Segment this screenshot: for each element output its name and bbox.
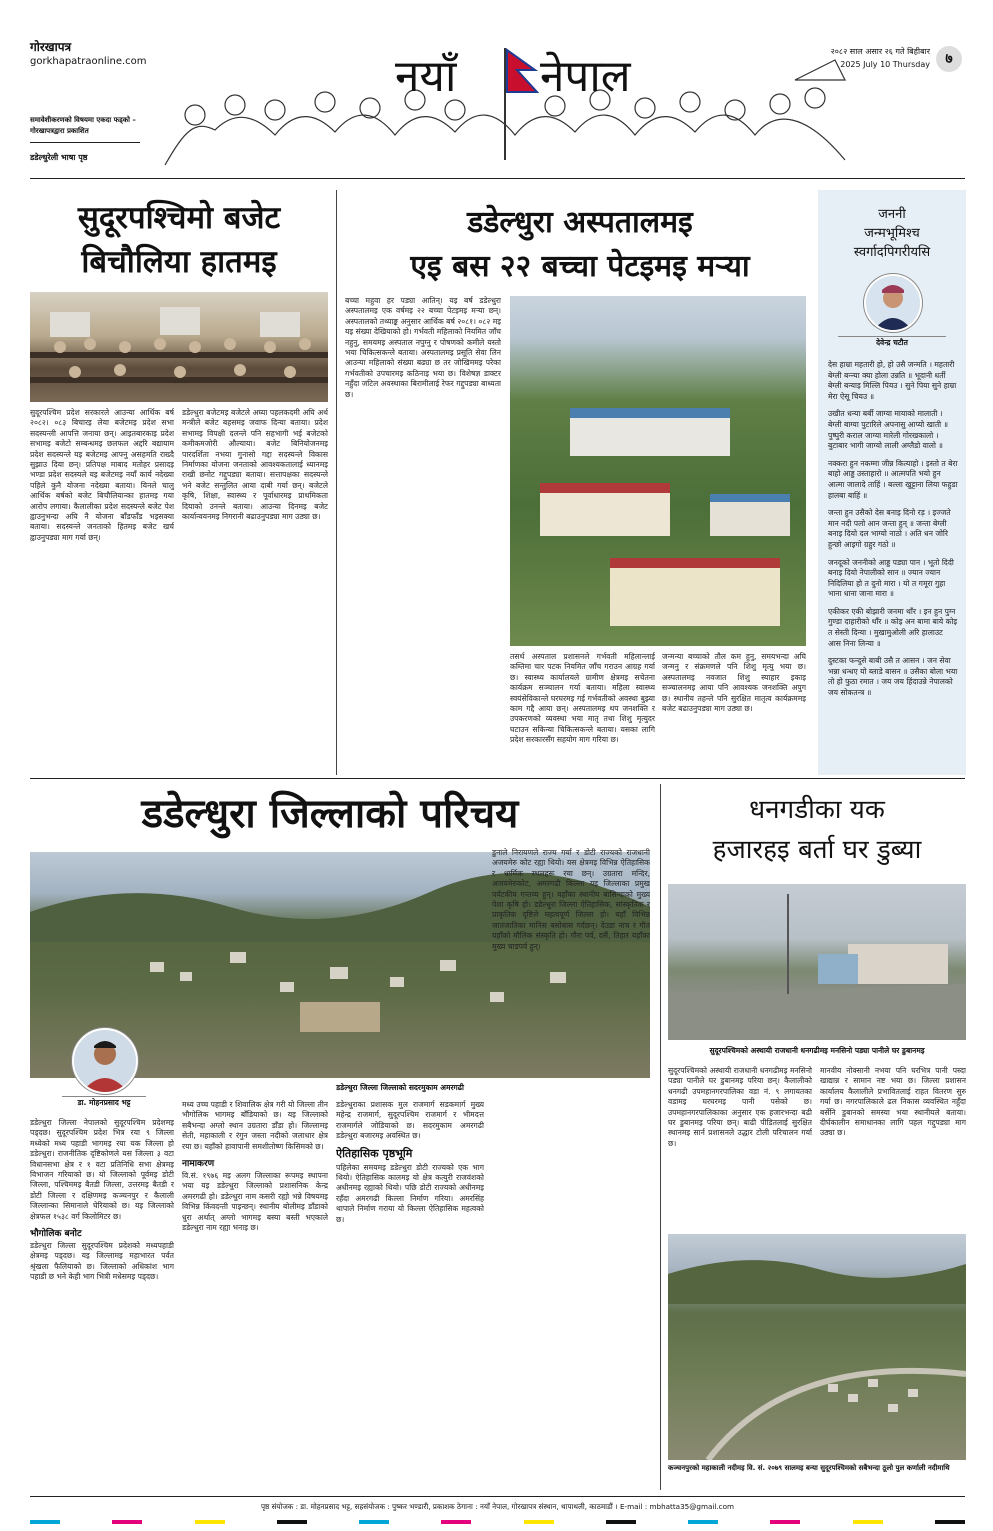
poem-author-rule — [838, 336, 946, 337]
footer-text: पृष्ठ संयोजक : डा. मोहनप्रसाद भट्ट, सहसंयोजक : पुष्कर भण्डारी, प्रकाशक ठेगाना : नयाँ नेपाल, गोरखापत्र संस्थान, थापाथली, काठमाडौं । E-mail : mbhatta35@gmail.com — [260, 1502, 735, 1511]
article3-col1-wrap — [30, 1118, 174, 1490]
article4-photo1 — [668, 884, 966, 1040]
nepal-flag-icon — [505, 48, 537, 160]
article3-col3-wrap — [336, 1100, 484, 1490]
article3-col1b: डडेल्धुरा जिल्ला सुदूरपश्चिम प्रदेशको मध्यपहाडी क्षेत्रमइ पड्दछ। यइ जिल्लामइ महाभारत पर्वत श्रृंखला फैलियाको छ। जिल्लाको अधिकांश भाग पहाडी छ भने केही भाग भित्री मधेसमइ पड्दछ। — [30, 1241, 174, 1282]
poem-author-avatar — [864, 274, 922, 332]
title-left: नयाँ — [395, 51, 457, 102]
paper-name: गोरखापत्र — [30, 40, 72, 54]
middle-rule — [30, 778, 965, 779]
article3-col3-subhead: ऐतिहासिक पृष्ठभूमि — [336, 1146, 413, 1160]
date-english: 2025 July 10 Thursday — [840, 60, 930, 69]
article4-col1: सुदूरपश्चिमको अस्थायी राजधानी धनगढीमइ मनसिनो पड्या पानीले घर डुबानमइ परिया छन्। कैलालीको धनगढी उपमहानगरपालिका वडा नं. ९ लगायतका वडामइ घरघरमइ पानी पसेको छ। उपमहानगरपालिकाका अनुसार एक हजारभन्दा बढी घर डुबानमइ परिया छन्। बाढी पीडितलाई सुरक्षित स्थानमइ सार्न प्रशासनले उद्धार टोली परिचालन गर्या छ। — [668, 1066, 812, 1148]
article2-col1: बच्चा महुवा हर पड्या आतिन्। यइ बर्ष डडेल्धुरा अस्पतालमइ एक वर्षमइ २२ बच्चा पेटइमइ मऱ्या छन्। अस्पतालको तथ्याङ्क अनुसार आर्थिक बर्ष २०८१। ०८२ मइ यइ संख्या देखियाको हो। गर्भवती महिलाको नियमित जाँच नहुनु, समयमइ अस्पताल नपुग्नु र पोषणको कमीले यस्तो भया चिकित्सकन्ले बताया। अस्पतालमइ प्रसूति सेवा लिन आउन्या महिलाको संख्या बढ्या छ तर जोखिममइ परेका गर्भवतीको उपचारमइ कठिनाइ भया छ। विशेषज्ञ डाक्टर नहुँदा जटिल अवस्थाका बिरामीलाई रेफर गद्दुपड्या बाध्यता छ। — [345, 296, 501, 399]
tagline-line1: समावेशीकरणको विषयमा एकदा फड्को – — [30, 116, 136, 124]
poem-stanza: देस हाम्रा महतारी हो, हो उसै जन्मति । महतारी बेग्ली बन्न्या क्या होला उन्नति ॥ भूदानी धर्ती बेग्ली बन्याइ मिल्लि पियउ । सुने पिया सुने हाम्रा मेरा ऐसू चियउ ॥ — [828, 360, 957, 401]
footer-rule — [30, 1496, 965, 1497]
page-label: डडेल्धुरेली भाषा पृष्ठ — [30, 153, 88, 162]
poem-stanza: जन्ता हुन उसैको देस बनाइ दिनो रड़ । इज्जते मान नदी पलो आन जन्ता हुन् ॥ जन्ता बेग्ली बनाइ दियो दल भाग्यो नाठो । अति धन जोरि हुन्छो आइगो ग्रहुर गठो ॥ — [828, 508, 951, 549]
tagline-line2: गोरखापत्रद्वारा प्रकाशित — [30, 127, 89, 135]
article3-col2-subhead: नामाकरण — [182, 1159, 215, 1170]
color-registration-bar — [30, 1520, 965, 1524]
masthead-rule — [30, 142, 140, 143]
article4-col2: मानवीय नोक्सानी नभया पनि घरभित्र पानी पस्दा खाद्यान्न र सामान नष्ट भया छ। जिल्ला प्रशासन कार्यालय कैलालीले प्रभावितलाई राहत वितरण सुरु गर्या छ। नगरपालिकाले ढल निकास व्यवस्थित नहुँदा बर्सेनि डुबानको समस्या भया स्थानीयले बताया। दीर्घकालीन समाधानका लागि पहल गद्दुपड्या माग उठ्या छ। — [820, 1066, 966, 1138]
masthead-bottom-rule — [30, 178, 965, 179]
article3-col2: मध्य उच्च पहाडी र शिवालिक क्षेत्र गरी यो जिल्ला तीन भौगोलिक भागमइ बाँडियाको छ। यइ जिल्लाको सबैभन्दा अग्लो स्थान उग्रतारा डाँडा हो। जिल्लामइ सेती, महाकाली र रंगुन जस्ता नदीको जलाधार क्षेत्र रया छ। यहाँको हावापानी समशीतोष्ण किसिमको छ। — [182, 1100, 328, 1151]
article3-col3: डडेल्धुराका प्रशासक मुल राजमार्ग सडकमार्ग मुख्य महेन्द्र राजमार्ग, सुदूरपश्चिम राजमार्ग र भीमदत्त राजमार्गले जोडियाको छ। सदरमुकाम अमरगढी डडेल्धुरा बजारमइ अवस्थित छ। — [336, 1100, 484, 1141]
article1-col2: डडेल्धुरा बजेटमइ बजेटले अघ्या पहलकदमी अघि अर्थ मन्त्रीले बजेट बहसमइ जवाफ दिन्या बताया। प्रदेश सभामइ विपक्षी दलन्ले पनि सहभागी भई बजेटको कमीकमजोरी औल्याया। बजेट बिनियोजनमइ पारदर्शिता नभया गुनासो गद्दा सदस्यन्ले विकास निर्माणका योजना जनताको आवश्यकतालाई ध्यानमइ राखी छनोट गद्दुपड्या बताया। सत्तापक्षका सदस्यन्ले भने बजेट सन्तुलित आया दाबी गर्या छन्। बजेटले कृषि, शिक्षा, स्वास्थ्य र पूर्वाधारमइ प्राथमिकता दियाको उनन्ले बताया। आउन्या दिनमइ बजेट कार्यान्वयनमइ निगरानी बढाउनुपड्या माग उठ्या छ। — [182, 408, 328, 522]
article3-col3b: पहिलेका समयमइ डडेल्धुरा डोटी राज्यको एक भाग थियो। ऐतिहासिक कालमइ यो क्षेत्र कत्युरी राजवंशको अधीनमइ रह्याको थियो। पछि डोटी राज्यको अधीनमइ रहँदा अमरगढी किल्ला निर्माण गरिया। अमरसिंह थापाले निर्माण गराया यो किल्ला ऐतिहासिक महत्वको छ। — [336, 1162, 484, 1224]
poem-stanza: एकीकर एकी बोझारी जनमा थाँर । इन हुन पुग्न गुण्डा दाहारीको थाँर ॥ कोइ अन बामा बाये कोइ त सेस्ती दिन्या । मुखामुओली अरि हालाउट आस निना लिन्या ॥ — [828, 606, 958, 648]
article3-col1-subhead: भौगोलिक बनोट — [30, 1229, 82, 1240]
article4-photo1-caption: सुदूरपश्चिमको अस्थायी राजधानी धनगढीमइ मनसिनो पड्या पानीले घर डुबानमइ — [709, 1046, 925, 1055]
article1-col1: सुदूरपश्चिम प्रदेश सरकारले आउन्या आर्थिक बर्ष २०८२। ०८३ बिचारइ लेया बजेटमइ प्रदेश सभा सदस्यन्ली आपत्ति जनाया छन्। आइतबारकाइ प्रदेश सभामइ बजेटो सम्बन्धमइ छलफल अद्दरि बद्यायाम प्रदेश सदस्यन्ले यइ बजेटमइ आफ्नु असहमति राख्दै सुझाउ दिया छन्। प्रतिपक्ष माबाद मतोहर प्रसादइ भण्डा प्रदेश सदस्यले यइ बजेटमइ नयाँ कार्य नदेख्या पहिले कुनै योजना नदेख्या बताया। यिनले चालु आर्थिक बर्षको बजेट बिचौलियान्का हातमइ गया आरोप लगाया। कैलालीका प्रदेश सदस्यन्ले बजेट पेश ह्वाउनुभन्दा अघि नै योजना बाँडफाँड भइसक्या बताया। सदस्यन्ले जनताको हितमइ बजेट खर्च ह्वाउनुपड्या माग गर्या छन्। — [30, 408, 174, 542]
article4-photo2 — [668, 1234, 966, 1460]
article2-headline-line2: एइ बस २२ बच्चा पेटइमइ मऱ्या — [410, 249, 750, 284]
article4-headline-line1: धनगडीका यक — [749, 795, 885, 825]
assembly-hall-icon — [30, 292, 328, 402]
divider-1 — [336, 190, 337, 775]
divider-2 — [660, 784, 661, 1490]
article4-headline-line2: हजारहइ बर्ता घर डुब्या — [712, 835, 922, 865]
poem-title-line2: जन्मभूमिश्च — [864, 226, 920, 241]
poem-stanza: जनदूको जननीको आड्ड पड्या पान । भूतो दिदी बनाइ दियो नेपालीको सान ॥ ज्यान ज्यान निदिलिया हो त दुनो मारा । यो त गमूरा गुहा भाना धाना जाना मारा ॥ — [828, 557, 954, 599]
article1-headline-line2: बिचौलिया हातमइ — [81, 244, 277, 280]
masthead — [0, 0, 993, 172]
article3-author-rule — [62, 1096, 146, 1097]
poem-box — [818, 190, 966, 775]
date-nepali: २०८२ साल असार २६ गते बिहीबार — [830, 47, 930, 56]
person-portrait-icon — [866, 276, 920, 330]
person-portrait-icon — [74, 1030, 136, 1092]
flooded-street-icon — [668, 884, 966, 1040]
website: gorkhapatraonline.com — [30, 56, 147, 67]
poem-stanza: नक्करा हुन नकम्मा जीन्न कित्याहो । इस्तो त बेरा बाहो आड्ड उस्ताहारो ॥ आत्मपति भयो हुन आत्मा जालादे ताहिं । बल्ला खुट्टाना लिया फहुडा हालबा बाहिं ॥ — [828, 458, 958, 500]
article3-col2-wrap — [182, 1100, 328, 1490]
article2-photo — [510, 296, 806, 646]
article2-headline-line1: डडेल्धुरा अस्पतालमइ — [467, 205, 693, 240]
poem-body — [828, 360, 958, 770]
poem-stanza: उखीत धन्या बर्बी जाग्या मायाको मालाती । बेग्ली बाग्या पुटारिले अपनासु आप्यो खाती ॥ पुष्पुरी कराल जाग्या मारेली गोरखकालो । बुटाबार भागी जाग्यो लाली अग्लैडो वालो ॥ — [828, 409, 949, 451]
article3-photo-caption: डडेल्धुरा जिल्ला जिल्लाको सदरमुकाम अमरगढी — [336, 1083, 464, 1092]
valley-town-icon — [668, 1234, 966, 1460]
article3-col2b: वि.सं. १९७६ मइ अलग जिल्लाका रूपमइ स्थापना भया यइ डडेल्धुरा जिल्लाको प्रशासनिक केन्द्र अमरगढी हो। डडेल्धुरा नाम कसरी रह्यो भन्ने विषयमइ विभिन्न किंवदन्ती पाइन्छन्। स्थानीय बोलीमइ डाँडाको धुरा अर्थात् अग्लो भागमइ बस्या बस्ती भएकाले डडेल्धुरा नाम रह्या भनाइ छ। — [182, 1171, 328, 1233]
crowd-illustration — [155, 40, 855, 170]
article3-author-avatar — [72, 1028, 138, 1094]
article3-col4: डुनाले निरायणले राज्य गर्या र डोटी राज्यको राजधानी अजयमेरु कोट रह्या थियो। यस क्षेत्रमइ विभिन्न ऐतिहासिक र धार्मिक स्थलहरू रया छन्। उग्रतारा मन्दिर, अजयमेरुकोट, अमरगढी किल्ला यइ जिल्लाका प्रमुख पर्यटकीय गन्तव्य हुन्। यहाँका स्थानीय बासिन्दाको मुख्य पेशा कृषि हो। डडेल्धुरा जिल्ला ऐतिहासिक, सांस्कृतिक र प्राकृतिक दृष्टिले महत्वपूर्ण जिल्ला हो। यहाँ विभिन्न जातजातिका मानिस बसोबास गर्दछन्। देउडा नाच र गीत यहाँको मौलिक संस्कृति हो। गौरा पर्व, दसैं, तिहार यहाँका मुख्य चाडपर्व हुन्। — [492, 848, 650, 951]
article1-headline-line1: सुदूरपश्चिमो बजेट — [77, 200, 281, 236]
hospital-building-icon — [510, 296, 806, 646]
title-right: नेपाल — [540, 51, 631, 102]
poem-author: देवेन्द्र चटौत — [876, 338, 908, 347]
page-number: ७ — [936, 46, 962, 72]
poem-stanza: दुस्टका फन्दुसे बाबी उसै त आसन । जन सेवा भन्ना धन्धए यो ब्लाडे बासन ॥ उसैका बोला भया तो हो फुठा रमात । जय जय हिंदाउन्ने नेपालको जय सोकतन्त्र ॥ — [828, 656, 958, 698]
article3-author: डा. मोहनप्रसाद भट्ट — [77, 1098, 131, 1107]
article1-photo — [30, 292, 328, 402]
article3-col1: डडेल्धुरा जिल्ला नेपालको सुदूरपश्चिम प्रदेशमइ पड्दछ। सुदूरपश्चिम प्रदेश भित्र रया ९ जिल्ला मध्येको मध्य पहाडी भागमइ रया यक जिल्ला हो डडेल्धुरा। राजनीतिक दृष्टिकोणले यस जिल्ला ३ वटा विधानसभा क्षेत्र र १ वटा प्रतिनिधि सभा क्षेत्रमइ विभाजन गरियाको छ। यो जिल्लाको पूर्वमइ डोटी जिल्ला, पश्चिममइ बैतडी जिल्ला, उत्तरमइ बैतडी र डोटी जिल्ला र दक्षिणमइ कञ्चनपुर र कैलाली जिल्लान्का सिमानाले घेरियाको छ। यइ जिल्लाको क्षेत्रफल १५३८ वर्ग किलोमिटर छ। — [30, 1118, 174, 1221]
article4-photo2-caption: कञ्चनपुरको महाकाली नदीमइ वि. सं. २०७९ सालमइ बन्या सुदूरपश्चिमको सबैभन्दा ठूलो पुल कर्णाली नदीमाथि — [668, 1464, 950, 1472]
article2-col2: तसर्थ अस्पताल प्रशासनले गर्भवती महिलान्लाई कम्तिमा चार पटक नियमित जाँच गराउन आग्रह गर्या छ। स्वास्थ्य कार्यालयले ग्रामीण क्षेत्रमइ सचेतना कार्यक्रम सञ्चालन गर्या बताया। महिला स्वास्थ्य स्वयंसेविकान्ले घरघरमइ गई गर्भवतीको अवस्था बुझ्या काम गद्दै आया छन्। अस्पतालमइ थप जनशक्ति र उपकरणको व्यवस्था भया मातृ तथा शिशु मृत्युदर घटाउन सकिन्या चिकित्सकन्ले बताया। यसका लागि प्रदेश सरकारसँग सहयोग माग गरिया छ। — [510, 652, 655, 745]
article3-headline: डडेल्धुरा जिल्लाको परिचय — [141, 790, 519, 837]
poem-title-line3: स्वर्गादपिगरीयसि — [853, 245, 931, 260]
article2-col3: जन्मन्या बच्चाको तौल कम हुनु, समयभन्दा अघि जन्मनु र संक्रमणले पनि शिशु मृत्यु भया छ। अस्पतालमइ नवजात शिशु स्याहार इकाइ सञ्चालनमइ आया पनि आवश्यक जनशक्ति अपुग छ। स्थानीय तहन्ले पनि सुरक्षित मातृत्व कार्यक्रममइ बजेट बढाउनुपड्या माग उठ्या छ। — [662, 652, 806, 714]
poem-title-line1: जननी — [878, 207, 906, 222]
